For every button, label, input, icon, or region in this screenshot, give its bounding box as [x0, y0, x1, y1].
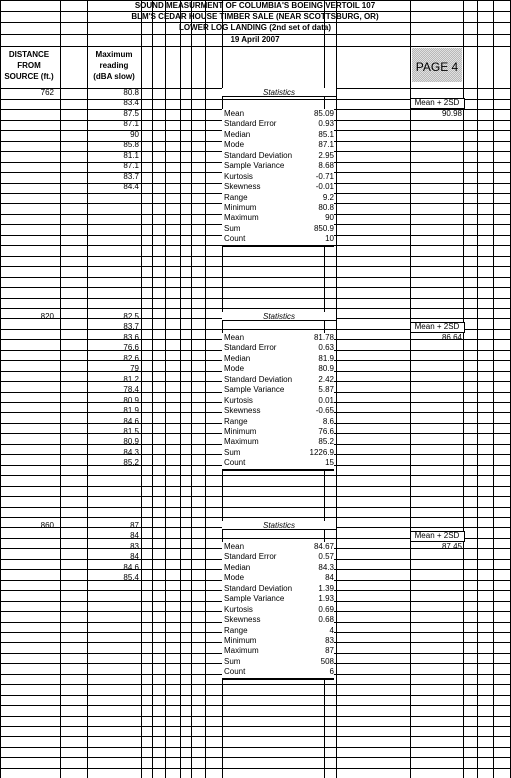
reading-value: 82.5 — [123, 312, 139, 321]
stat-label: Sum — [224, 447, 241, 457]
stat-label: Skewness — [224, 406, 261, 416]
reading-value: 76.6 — [123, 343, 139, 353]
stat-label: Sum — [224, 223, 241, 233]
stat-label: Minimum — [224, 635, 257, 645]
reading-value: 83 — [130, 541, 139, 551]
stat-value: 84.3 — [318, 562, 334, 572]
stat-value: 2.42 — [318, 374, 334, 384]
title-line-1: SOUND MEASURMENT OF COLUMBIA'S BOEING VERTOIL 107 — [134, 1, 376, 10]
stat-label: Sample Variance — [224, 385, 285, 395]
stat-value: 0.93 — [318, 119, 334, 129]
stat-label: Kurtosis — [224, 395, 253, 405]
stat-value: 8.68 — [318, 161, 334, 171]
stat-value: 0.01 — [318, 395, 334, 405]
grid-column-line — [477, 0, 478, 778]
mean-2sd-label: Mean + 2SD — [414, 98, 460, 108]
grid-row-line — [0, 475, 511, 476]
grid-column-line — [180, 0, 181, 778]
stat-label: Median — [224, 562, 251, 572]
stat-value: 1226.9 — [309, 447, 334, 457]
stat-value: 76.6 — [318, 426, 334, 436]
reading-value: 80.8 — [123, 88, 139, 97]
stat-value: 1.93 — [318, 594, 334, 604]
stat-label: Range — [224, 192, 248, 202]
stat-label: Range — [224, 416, 248, 426]
grid-row-line — [0, 256, 511, 257]
reading-value: 84 — [130, 531, 139, 541]
grid-column-line — [60, 0, 61, 778]
stat-label: Mean — [224, 332, 245, 342]
grid-column-line — [0, 0, 1, 778]
grid-row-line — [0, 277, 511, 278]
grid-row-line — [0, 486, 511, 487]
stat-value: 81.78 — [313, 332, 334, 342]
grid-row-line — [0, 726, 511, 727]
stat-value: 0.57 — [318, 552, 334, 562]
stat-value: 4 — [329, 625, 334, 635]
stat-label: Count — [224, 667, 246, 677]
reading-value: 85.2 — [123, 458, 139, 468]
mean-2sd-value: 87.45 — [441, 541, 462, 551]
stat-label: Mode — [224, 573, 245, 583]
stat-value: 87.1 — [318, 140, 334, 150]
mean-2sd-label: Mean + 2SD — [414, 322, 460, 332]
page-label: PAGE 4 — [415, 60, 459, 74]
grid-row-line — [0, 287, 511, 288]
stat-label: Skewness — [224, 182, 261, 192]
grid-column-line — [205, 0, 206, 778]
reading-value: 81.9 — [123, 406, 139, 416]
stat-value: 1.39 — [318, 583, 334, 593]
stat-label: Mean — [224, 108, 245, 118]
grid-column-line — [493, 0, 494, 778]
stats-title: Statistics — [262, 521, 295, 530]
stat-value: 81.9 — [318, 353, 334, 363]
reading-value: 81.5 — [123, 426, 139, 436]
stat-value: 85.1 — [318, 129, 334, 139]
reading-value: 84.6 — [123, 416, 139, 426]
grid-row-line — [0, 298, 511, 299]
reading-value: 84.4 — [123, 182, 139, 192]
stat-label: Maximum — [224, 646, 259, 656]
stat-value: 84 — [325, 573, 334, 583]
stat-label: Count — [224, 234, 246, 244]
title-line-2: BLM'S CEDAR HOUSE TIMBER SALE (NEAR SCOTTSBURG, OR) — [131, 12, 379, 21]
reading-value: 84.6 — [123, 562, 139, 572]
stat-value: 9.2 — [322, 192, 334, 202]
stat-value: 0.63 — [318, 343, 334, 353]
reading-value: 84 — [130, 552, 139, 562]
reading-value: 79 — [130, 364, 139, 374]
stat-label: Median — [224, 129, 251, 139]
stat-label: Standard Deviation — [224, 374, 293, 384]
reading-value: 85.8 — [123, 140, 139, 150]
stat-label: Maximum — [224, 213, 259, 223]
grid-row-line — [0, 716, 511, 717]
stat-value: 2.95 — [318, 150, 334, 160]
stats-title: Statistics — [262, 88, 295, 97]
reading-value: 80.9 — [123, 437, 139, 447]
stat-value: 0.68 — [318, 615, 334, 625]
stat-label: Kurtosis — [224, 171, 253, 181]
stat-value: 80.8 — [318, 202, 334, 212]
stat-label: Standard Deviation — [224, 150, 293, 160]
grid-column-line — [191, 0, 192, 778]
grid-row-line — [0, 768, 511, 769]
stat-label: Minimum — [224, 202, 257, 212]
reading-value: 81.2 — [123, 374, 139, 384]
distance-value: 860 — [40, 521, 54, 530]
grid-column-line — [141, 0, 142, 778]
reading-value: 83.4 — [123, 98, 139, 108]
reading-value: 78.4 — [123, 385, 139, 395]
reading-value: 87.1 — [123, 119, 139, 129]
grid-row-line — [0, 757, 511, 758]
reading-value: 85.4 — [123, 573, 139, 583]
stat-label: Sample Variance — [224, 594, 285, 604]
stat-value: 508 — [320, 656, 334, 666]
stat-value: 5.87 — [318, 385, 334, 395]
grid-row-line — [0, 705, 511, 706]
stat-value: 85.2 — [318, 437, 334, 447]
grid-column-line — [165, 0, 166, 778]
reading-value: 90 — [130, 129, 139, 139]
grid-row-line — [0, 507, 511, 508]
stat-value: 8.6 — [322, 416, 334, 426]
grid-row-line — [0, 496, 511, 497]
grid-column-line — [336, 0, 337, 778]
title-line-3: LOWER LOG LANDING (2nd set of data) — [179, 23, 331, 32]
stat-value: 90 — [325, 213, 334, 223]
stat-label: Minimum — [224, 426, 257, 436]
stat-value: 850.9 — [313, 223, 334, 233]
reading-value: 83.6 — [123, 332, 139, 342]
grid-row-line — [0, 747, 511, 748]
mean-2sd-label: Mean + 2SD — [414, 531, 460, 541]
reading-value: 80.9 — [123, 395, 139, 405]
reading-value: 82.6 — [123, 353, 139, 363]
grid-row-line — [0, 736, 511, 737]
stat-label: Standard Error — [224, 343, 277, 353]
stat-label: Mode — [224, 140, 245, 150]
stat-label: Sample Variance — [224, 161, 285, 171]
grid-column-line — [152, 0, 153, 778]
stat-value: 0.69 — [318, 604, 334, 614]
stat-value: 6 — [329, 667, 334, 677]
stat-value: 10 — [325, 234, 334, 244]
grid-column-line — [463, 0, 464, 778]
stat-label: Median — [224, 353, 251, 363]
stat-label: Maximum — [224, 437, 259, 447]
stat-value: -0.01 — [315, 182, 334, 192]
reading-column-header: Maximum reading (dBA slow) — [93, 50, 135, 81]
mean-2sd-value: 86.64 — [441, 332, 462, 342]
grid-row-line — [0, 695, 511, 696]
stat-label: Mean — [224, 541, 245, 551]
grid-row-line — [0, 684, 511, 685]
stat-label: Standard Deviation — [224, 583, 293, 593]
distance-column-header: DISTANCE FROM SOURCE (ft.) — [4, 50, 54, 81]
stat-label: Sum — [224, 656, 241, 666]
stat-value: 84.67 — [313, 541, 334, 551]
stat-label: Mode — [224, 364, 245, 374]
stat-value: 83 — [325, 635, 334, 645]
reading-value: 83.7 — [123, 322, 139, 332]
stat-value: -0.65 — [315, 406, 334, 416]
stat-value: 87 — [325, 646, 334, 656]
reading-value: 83.7 — [123, 171, 139, 181]
title-line-4: 19 April 2007 — [230, 35, 280, 44]
mean-2sd-value: 90.98 — [441, 108, 462, 118]
stat-label: Standard Error — [224, 119, 277, 129]
reading-value: 87.5 — [123, 108, 139, 118]
reading-value: 84.3 — [123, 447, 139, 457]
stat-label: Count — [224, 458, 246, 468]
distance-value: 762 — [40, 88, 54, 97]
stat-label: Skewness — [224, 615, 261, 625]
distance-value: 820 — [40, 312, 54, 321]
stat-value: 15 — [325, 458, 334, 468]
stat-value: -0.71 — [315, 171, 334, 181]
reading-value: 87 — [130, 521, 139, 530]
stat-label: Kurtosis — [224, 604, 253, 614]
grid-row-line — [0, 517, 511, 518]
reading-value: 87.1 — [123, 161, 139, 171]
grid-row-line — [0, 46, 511, 47]
stat-value: 85.09 — [313, 108, 334, 118]
grid-row-line — [0, 308, 511, 309]
grid-row-line — [0, 266, 511, 267]
stats-title: Statistics — [262, 312, 295, 321]
reading-value: 81.1 — [123, 150, 139, 160]
stat-value: 80.9 — [318, 364, 334, 374]
stat-label: Range — [224, 625, 248, 635]
stat-label: Standard Error — [224, 552, 277, 562]
